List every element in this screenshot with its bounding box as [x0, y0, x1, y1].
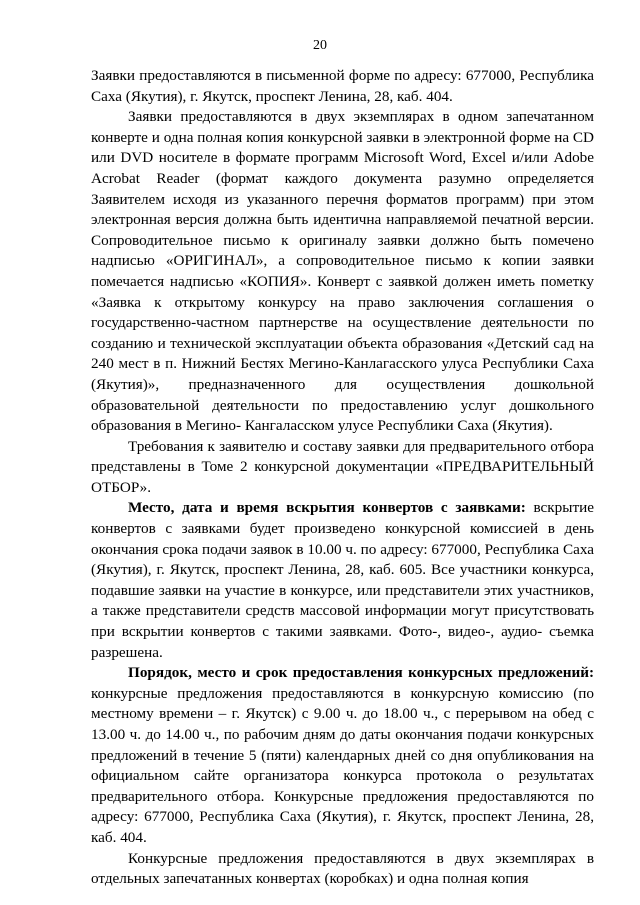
paragraph-address: Заявки предоставляются в письменной форме по адресу: 677000, Республика Саха (Якутия), г. Якутск, проспект Ленина, 28, каб. 404.: [91, 67, 594, 105]
page-number: 20: [313, 38, 327, 53]
heading-envelope-opening: Место, дата и время вскрытия конвертов с заявками:: [128, 499, 526, 517]
paragraph-envelope-opening: [91, 498, 594, 663]
text-proposal-procedure: конкурсные предложения предоставляются в конкурсную комиссию (по местному времени – г. Якутск) с 9.00 ч. до 18.00 ч., с перерывом на обед с 13.00 ч. до 14.00 ч., по рабочим дням до даты окончания подачи конкурсных предложений в течение 5 (пяти) календарных дней со дня опубликования на официальном сайте организатора конкурса протокола о результатах предварительного отбора. Конкурсные предложения предоставляются по адресу: 677000, Республика Саха (Якутия), г. Якутск, проспект Ленина, 28, каб. 404.: [91, 684, 594, 846]
text-envelope-opening: вскрытие конвертов с заявками будет произведено конкурсной комиссией в день окончания срока подачи заявок в 10.00 ч. по адресу: 677000, Республика Саха (Якутия), г. Якутск, проспект Ленина, 28, каб. 605. Все участники конкурса, подавшие заявки на участие в конкурсе, или представители этих участников, а также представители средств массовой информации могут присутствовать при вскрытии конвертов с такими заявками. Фото-, видео-, аудио- съемка разрешена.: [91, 499, 594, 661]
paragraph-proposal-procedure: [91, 663, 594, 848]
heading-proposal-procedure: Порядок, место и срок предоставления конкурсных предложений:: [128, 664, 594, 682]
document-body: [91, 66, 594, 890]
paragraph-proposal-copies: Конкурсные предложения предоставляются в двух экземплярах в отдельных запечатанных конвертах (коробках) и одна полная копия: [91, 849, 594, 888]
paragraph-submission-format: Заявки предоставляются в двух экземплярах в одном запечатанном конверте и одна полная копия конкурсной заявки в электронной форме на CD или DVD носителе в формате программ Microsoft Word, Excel и/или Adobe Acrobat Reader (формат каждого документа разумно определяется Заявителем исходя из указанного перечня форматов программ) при этом электронная версия должна быть идентична направляемой печатной версии. Сопроводительное письмо к оригиналу заявки должно быть помечено надписью «ОРИГИНАЛ», а сопроводительное письмо к копии заявки помечается надписью «КОПИЯ». Конверт с заявкой должен иметь пометку «Заявка к открытому конкурсу на право заключения соглашения о государственно-частном партнерстве на осуществление деятельности по созданию и технической эксплуатации объекта образования «Детский сад на 240 мест в п. Нижний Бестях Мегино-Канлагасского улуса Республики Саха (Якутия)», предназначенного для осуществления дошкольной образовательной деятельности по предоставлению услуг дошкольного образования в Мегино- Кангаласском улусе Республики Саха (Якутия).: [91, 108, 594, 435]
paragraph-requirements: Требования к заявителю и составу заявки для предварительного отбора представлены в Томе 2 конкурсной документации «ПРЕДВАРИТЕЛЬНЫЙ ОТБОР».: [91, 437, 594, 496]
